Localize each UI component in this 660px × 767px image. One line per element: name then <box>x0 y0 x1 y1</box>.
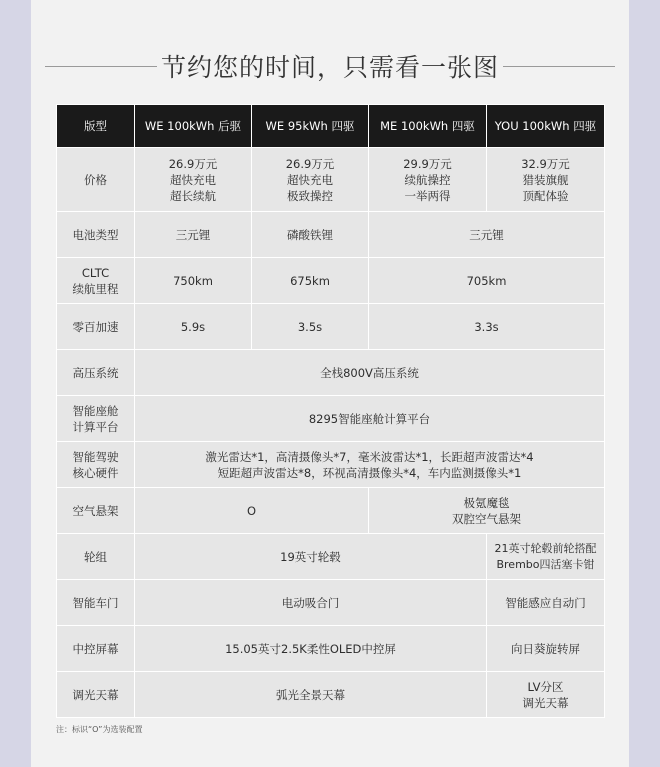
price-we100: 26.9万元 超快充电 超长续航 <box>135 148 252 212</box>
range-me-you: 705km <box>369 258 605 304</box>
battery-we95: 磷酸铁锂 <box>252 212 369 258</box>
row-label-hv-system: 高压系统 <box>57 350 135 396</box>
price-we95: 26.9万元 超快充电 极致操控 <box>252 148 369 212</box>
header-we95-awd: WE 95kWh 四驱 <box>252 105 369 148</box>
header-row <box>57 105 605 148</box>
header-you100-awd: YOU 100kWh 四驱 <box>487 105 605 148</box>
row-price <box>57 148 605 212</box>
row-label-price: 价格 <box>57 148 135 212</box>
screen-first3: 15.05英寸2.5K柔性OLED中控屏 <box>135 626 487 672</box>
spec-table <box>56 104 605 718</box>
row-label-dimming-roof: 调光天幕 <box>57 672 135 718</box>
air-suspension-me-you: 极氪魔毯 双腔空气悬架 <box>369 488 605 534</box>
battery-we100: 三元锂 <box>135 212 252 258</box>
row-acceleration <box>57 304 605 350</box>
doors-you100: 智能感应自动门 <box>487 580 605 626</box>
row-label-acceleration: 零百加速 <box>57 304 135 350</box>
price-me100: 29.9万元 续航操控 一举两得 <box>369 148 487 212</box>
title-rule-left <box>45 66 157 67</box>
hv-system-all: 全栈800V高压系统 <box>135 350 605 396</box>
battery-me-you: 三元锂 <box>369 212 605 258</box>
header-we100-rwd: WE 100kWh 后驱 <box>135 105 252 148</box>
accel-me-you: 3.3s <box>369 304 605 350</box>
adas-hardware-all: 激光雷达*1，高清摄像头*7，毫米波雷达*1，长距超声波雷达*4 短距超声波雷达*8，环视高清摄像头*4，车内监测摄像头*1 <box>135 442 605 488</box>
wheels-you100: 21英寸轮毂前轮搭配 Brembo四活塞卡钳 <box>487 534 605 580</box>
range-we100: 750km <box>135 258 252 304</box>
row-adas-hardware <box>57 442 605 488</box>
row-air-suspension <box>57 488 605 534</box>
row-label-range: CLTC 续航里程 <box>57 258 135 304</box>
header-variant: 版型 <box>57 105 135 148</box>
row-label-center-screen: 中控屏幕 <box>57 626 135 672</box>
title-area <box>31 46 629 86</box>
row-wheels <box>57 534 605 580</box>
accel-we95: 3.5s <box>252 304 369 350</box>
range-we95: 675km <box>252 258 369 304</box>
row-cockpit-platform <box>57 396 605 442</box>
row-dimming-roof <box>57 672 605 718</box>
screen-you100: 向日葵旋转屏 <box>487 626 605 672</box>
roof-you100: LV分区 调光天幕 <box>487 672 605 718</box>
row-range <box>57 258 605 304</box>
page-margin-right <box>629 0 660 767</box>
title-rule-right <box>503 66 615 67</box>
row-center-screen <box>57 626 605 672</box>
row-label-wheels: 轮组 <box>57 534 135 580</box>
page-title: 节约您的时间，只需看一张图 <box>160 53 499 82</box>
row-battery <box>57 212 605 258</box>
row-label-battery: 电池类型 <box>57 212 135 258</box>
wheels-first3: 19英寸轮毂 <box>135 534 487 580</box>
row-label-air-suspension: 空气悬架 <box>57 488 135 534</box>
cockpit-platform-all: 8295智能座舱计算平台 <box>135 396 605 442</box>
footnote: 注：标识“O”为选装配置 <box>56 725 143 734</box>
doors-first3: 电动吸合门 <box>135 580 487 626</box>
row-label-adas-hardware: 智能驾驶 核心硬件 <box>57 442 135 488</box>
row-hv-system <box>57 350 605 396</box>
row-smart-doors <box>57 580 605 626</box>
header-me100-awd: ME 100kWh 四驱 <box>369 105 487 148</box>
row-label-smart-doors: 智能车门 <box>57 580 135 626</box>
price-you100: 32.9万元 猎装旗舰 顶配体验 <box>487 148 605 212</box>
roof-first3: 弧光全景天幕 <box>135 672 487 718</box>
air-suspension-we: O <box>135 488 369 534</box>
accel-we100: 5.9s <box>135 304 252 350</box>
row-label-cockpit-platform: 智能座舱 计算平台 <box>57 396 135 442</box>
